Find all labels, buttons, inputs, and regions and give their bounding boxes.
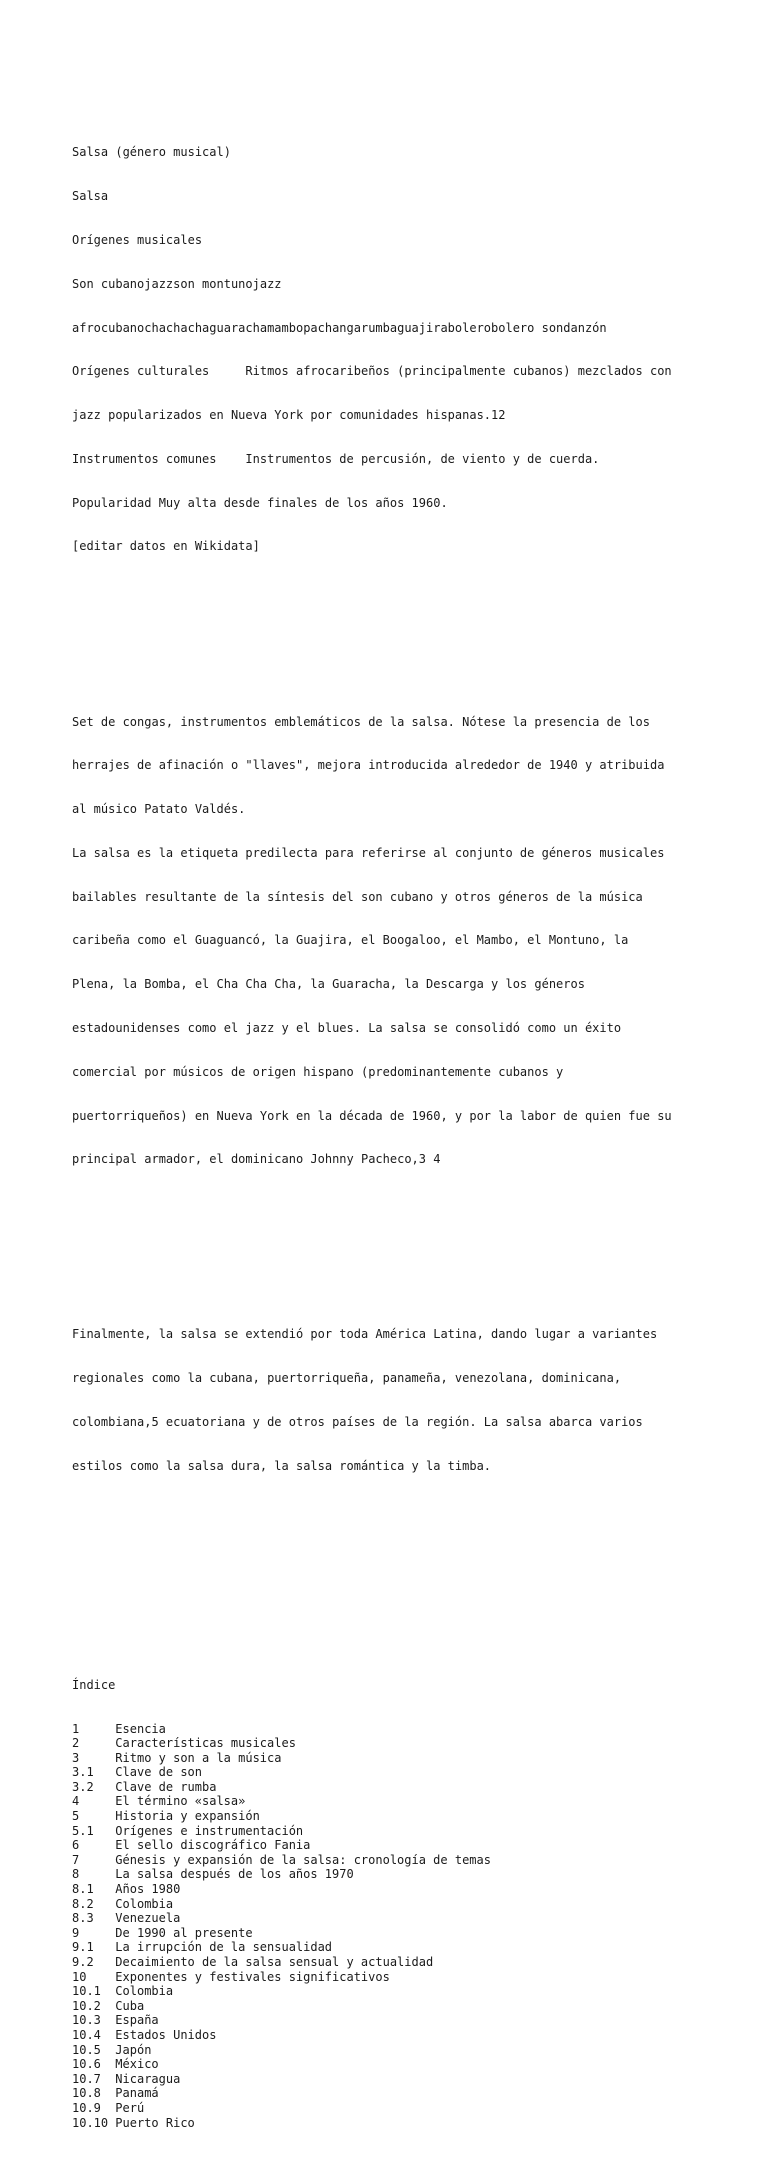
toc-item-number: 10.10 [72,2115,109,2130]
toc-item-title: Colombia [115,1896,174,1911]
text-line: La salsa es la etiqueta predilecta para referirse al conjunto de géneros musicales [72,845,665,860]
toc-item-title: Cuba [115,1998,145,2013]
toc-item[interactable] [72,2043,712,2058]
infobox-origins-label: Orígenes musicales [72,232,203,247]
text-line: caribeña como el Guaguancó, la Guajira, el Boogaloo, el Mambo, el Montuno, la [72,933,629,948]
toc-item[interactable] [72,1955,712,1970]
toc-item[interactable] [72,1794,712,1809]
toc-item[interactable] [72,1911,712,1926]
infobox-origins-value-1: Son cubanojazzson montunojazz [72,276,282,291]
toc-item[interactable] [72,2072,712,2087]
toc-item-number: 5.1 [72,1823,94,1838]
toc-item-title: Puerto Rico [115,2115,195,2130]
toc-item-title: De 1990 al presente [115,1925,253,1940]
toc-item-title: Venezuela [115,1911,181,1926]
toc-item[interactable] [72,1867,712,1882]
toc-item-title: Perú [115,2100,145,2115]
toc-item-number: 9 [72,1925,80,1940]
text-line: principal armador, el dominicano Johnny Pacheco,3 4 [72,1152,441,1167]
toc-item[interactable] [72,1736,712,1751]
toc-item[interactable] [72,2101,712,2116]
spacer [72,1546,712,1561]
infobox-cultural-origins-2: jazz popularizados en Nueva York por comunidades hispanas.12 [72,408,506,423]
toc-item-title: El sello discográfico Fania [115,1838,311,1853]
toc-item[interactable] [72,2057,712,2072]
toc-item-number: 10.4 [72,2027,101,2042]
toc-item-title: Clave de son [115,1765,202,1780]
text-line: colombiana,5 ecuatoriana y de otros países de la región. La salsa abarca varios [72,1415,643,1430]
toc-item-number: 10.1 [72,1984,101,1999]
document-page [72,87,712,2174]
text-line: al músico Patato Valdés. [72,802,246,817]
toc-item-number: 10.2 [72,1998,101,2013]
infobox-instruments: Instrumentos comunes Instrumentos de percusión, de viento y de cuerda. [72,451,600,466]
text-line: Finalmente, la salsa se extendió por toda América Latina, dando lugar a variantes [72,1327,658,1342]
intro-paragraph [72,685,712,1196]
toc-item-title: Esencia [115,1721,166,1736]
text-line: regionales como la cubana, puertorriqueña, panameña, venezolana, dominicana, [72,1371,622,1386]
spacer [72,1590,712,1605]
toc-heading: Índice [72,1677,116,1692]
toc-item[interactable] [72,1984,712,1999]
toc-item-title: México [115,2057,159,2072]
infobox-origins-value-2: afrocubanochachachaguarachamambopachangarumbaguajirabolerobolero sondanzón [72,320,607,335]
toc-item-number: 6 [72,1838,80,1853]
toc-item-number: 8.1 [72,1882,94,1897]
toc-item-number: 8.2 [72,1896,94,1911]
toc-item-number: 8 [72,1867,80,1882]
toc-item[interactable] [72,1999,712,2014]
toc-item[interactable] [72,1853,712,1868]
toc-item[interactable] [72,2028,712,2043]
text-line: bailables resultante de la síntesis del son cubano y otros géneros de la música [72,889,643,904]
toc-item-title: Exponentes y festivales significativos [115,1969,390,1984]
toc-item-title: La salsa después de los años 1970 [115,1867,354,1882]
toc-item[interactable] [72,1824,712,1839]
toc-item[interactable] [72,1897,712,1912]
toc-item-title: Colombia [115,1984,174,1999]
toc-item[interactable] [72,2116,712,2131]
toc-item[interactable] [72,1722,712,1737]
toc-item-number: 10.9 [72,2100,101,2115]
spacer [72,1240,712,1255]
toc-item-number: 10.5 [72,2042,101,2057]
toc-item-title: Panamá [115,2086,159,2101]
infobox-title: Salsa (género musical) [72,145,231,160]
toc-item-number: 7 [72,1852,80,1867]
toc-item[interactable] [72,1838,712,1853]
table-of-contents [72,1649,712,2160]
toc-item[interactable] [72,1882,712,1897]
toc-item-number: 3.1 [72,1765,94,1780]
toc-item-number: 3 [72,1750,80,1765]
toc-item-number: 8.3 [72,1911,94,1926]
toc-item-number: 10.3 [72,2013,101,2028]
toc-item-number: 10.6 [72,2057,101,2072]
toc-item-number: 10.7 [72,2071,101,2086]
toc-item-number: 2 [72,1736,80,1751]
toc-item-title: Estados Unidos [115,2027,217,2042]
toc-item-title: Nicaragua [115,2071,181,2086]
infobox-name: Salsa [72,189,109,204]
toc-list [72,1722,712,2131]
toc-item-number: 5 [72,1809,80,1824]
toc-item-number: 3.2 [72,1779,94,1794]
infobox-block [72,116,712,583]
spacer [72,627,712,642]
toc-item[interactable] [72,1926,712,1941]
toc-item-title: El término «salsa» [115,1794,246,1809]
text-line: Set de congas, instrumentos emblemáticos de la salsa. Nótese la presencia de los [72,714,650,729]
edit-wikidata-link[interactable]: [editar datos en Wikidata] [72,539,260,554]
toc-item[interactable] [72,1940,712,1955]
toc-item-title: Génesis y expansión de la salsa: cronología de temas [115,1852,491,1867]
toc-item-number: 4 [72,1794,80,1809]
toc-item-title: España [115,2013,159,2028]
toc-item-title: Clave de rumba [115,1779,217,1794]
toc-item-title: Orígenes e instrumentación [115,1823,304,1838]
second-paragraph [72,1298,712,1502]
toc-item-title: Ritmo y son a la música [115,1750,282,1765]
toc-item-title: Características musicales [115,1736,296,1751]
toc-item-number: 9.1 [72,1940,94,1955]
toc-item[interactable] [72,1970,712,1985]
toc-item[interactable] [72,1780,712,1795]
toc-item-number: 10 [72,1969,87,1984]
toc-item-number: 1 [72,1721,80,1736]
toc-item[interactable] [72,1765,712,1780]
toc-item-title: Historia y expansión [115,1809,260,1824]
toc-item-title: La irrupción de la sensualidad [115,1940,333,1955]
text-line: herrajes de afinación o "llaves", mejora introducida alrededor de 1940 y atribuida [72,758,665,773]
text-line: comercial por músicos de origen hispano (predominantemente cubanos y [72,1064,564,1079]
text-line: puertorriqueños) en Nueva York en la década de 1960, y por la labor de quien fue su [72,1108,672,1123]
infobox-popularity: Popularidad Muy alta desde finales de los años 1960. [72,495,448,510]
toc-item[interactable] [72,1751,712,1766]
text-line: estilos como la salsa dura, la salsa romántica y la timba. [72,1458,492,1473]
toc-item-number: 10.8 [72,2086,101,2101]
toc-item-title: Años 1980 [115,1882,181,1897]
toc-item[interactable] [72,2086,712,2101]
text-line: Plena, la Bomba, el Cha Cha Cha, la Guaracha, la Descarga y los géneros [72,977,585,992]
toc-item[interactable] [72,2013,712,2028]
text-line: estadounidenses como el jazz y el blues. La salsa se consolidó como un éxito [72,1021,622,1035]
toc-item-number: 9.2 [72,1955,94,1969]
toc-item-title: Decaimiento de la salsa sensual y actualidad [115,1955,434,1969]
toc-item[interactable] [72,1809,712,1824]
infobox-cultural-origins-1: Orígenes culturales Ritmos afrocaribeños (principalmente cubanos) mezclados con [72,364,672,379]
toc-item-title: Japón [115,2042,152,2057]
